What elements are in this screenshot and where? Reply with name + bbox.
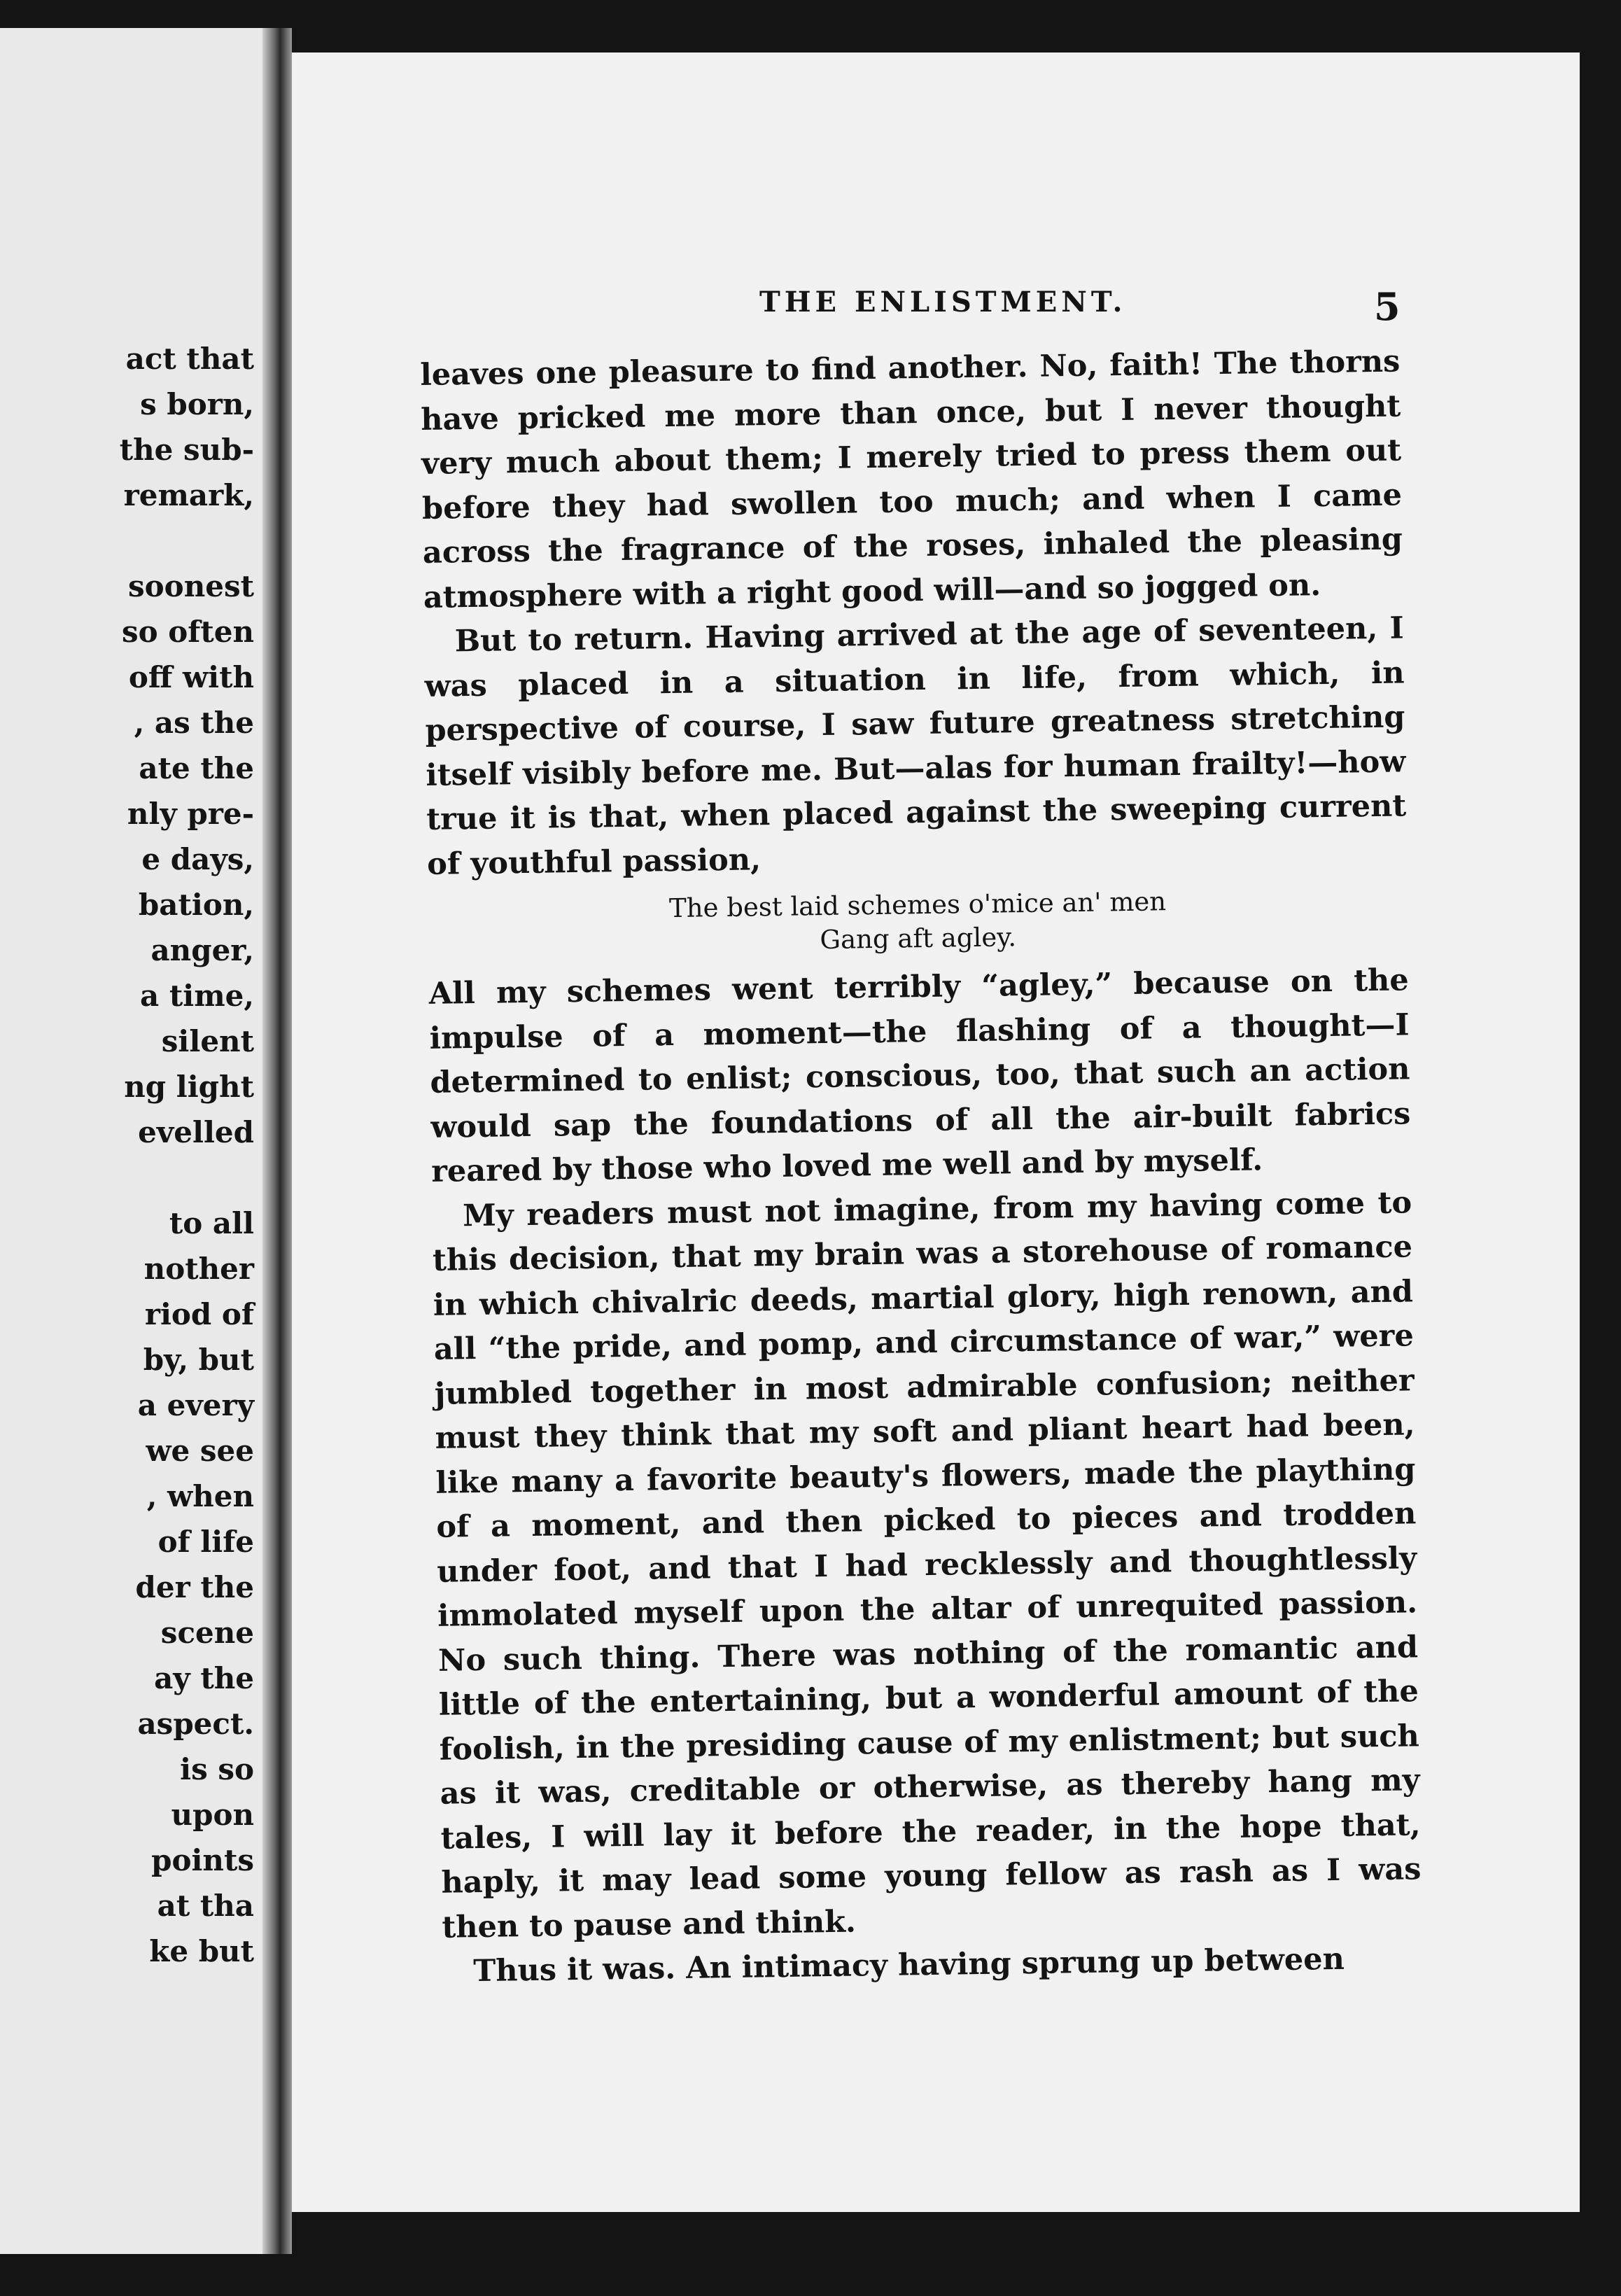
left-page-line: , as the xyxy=(134,706,254,740)
left-page-line: der the xyxy=(135,1570,254,1604)
left-page-line: points xyxy=(151,1843,254,1877)
left-page-line: silent xyxy=(161,1024,254,1058)
left-page-line: upon xyxy=(171,1798,254,1832)
left-page-line: , when xyxy=(146,1479,254,1513)
paragraph: My readers must not imagine, from my having come to this decision, that my brain was a storehouse of romance in which chivalric deeds, martial glory, high renown, and all “the pride, and pomp, and circumstance of war,” were jumbled together in most admirable confusion; neither must they think that my soft and pliant heart had been, like many a favorite beauty's flowers, made the plaything of a moment, and then picked to pieces and trodden under foot, and that I had recklessly and thoughtlessly immolated myself upon the altar of unrequited passion. No such thing. There was nothing of the romantic and little of the entertaining, but a wonderful amount of the foolish, in the presiding cause of my enlistment; but such as it was, creditable or otherwise, as thereby hang my tales, I will lay it before the reader, in the hope that, haply, it may lead some young fellow as rash as I was then to pause and think. xyxy=(432,1184,1422,1945)
verse-line: Gang aft agley. xyxy=(820,922,1017,955)
left-page-line: s born, xyxy=(140,387,254,421)
left-page-line: off with xyxy=(128,660,254,694)
paragraph: But to return. Having arrived at the age of seventeen, I was placed in a situation in life, from which, in perspective of course, I saw future greatness stretching itself visibly before me. But—alas for human frailty!—how true it is that, when placed against the sweeping current of youthful passion, xyxy=(424,610,1407,882)
left-page-line: nother xyxy=(143,1252,254,1286)
left-page-line: act that xyxy=(125,342,254,376)
page-number: 5 xyxy=(1374,284,1401,329)
left-page-line: scene xyxy=(160,1616,254,1650)
left-page xyxy=(0,28,262,2254)
left-page-line: soonest xyxy=(128,569,254,603)
verse-quotation xyxy=(428,881,1408,962)
left-page-line: e days, xyxy=(141,842,254,876)
left-page-line: by, but xyxy=(143,1343,254,1377)
left-page-line: aspect. xyxy=(137,1707,254,1741)
verse-line: The best laid schemes o'mice an' men xyxy=(668,886,1167,924)
left-page-line: nly pre- xyxy=(127,797,254,831)
left-page-line: ay the xyxy=(154,1661,254,1695)
left-page-line: to all xyxy=(169,1206,254,1240)
left-page-line: the sub- xyxy=(119,433,254,467)
left-page-line: ate the xyxy=(139,751,254,785)
left-page-line: so often xyxy=(121,615,254,649)
left-page-line: remark, xyxy=(123,478,254,512)
left-page-text xyxy=(23,336,254,1974)
left-page-line: at tha xyxy=(157,1889,254,1923)
paragraph: Thus it was. An intimacy having sprung up between xyxy=(472,1941,1345,1989)
left-page-line: evelled xyxy=(138,1115,254,1149)
left-page-line: a every xyxy=(137,1388,254,1422)
left-page-line: is so xyxy=(180,1752,254,1786)
book-gutter xyxy=(262,28,292,2254)
running-head: THE ENLISTMENT. xyxy=(759,286,1127,318)
left-page-line: anger, xyxy=(150,933,254,967)
left-page-line xyxy=(23,1155,254,1200)
left-page-line: riod of xyxy=(144,1297,254,1331)
left-page-line: a time, xyxy=(140,979,254,1013)
left-page-line xyxy=(23,518,254,564)
left-page-line: ke but xyxy=(149,1934,254,1968)
left-page-line: bation, xyxy=(138,888,254,922)
left-page-line: we see xyxy=(146,1434,254,1468)
body-text xyxy=(420,340,1423,1994)
left-page-line: ng light xyxy=(124,1070,254,1104)
paragraph: leaves one pleasure to find another. No, faith! The thorns have pricked me more than once, but I never thought very much about them; I merely tried to press them out before they had swollen too much; and when I came across the fragrance of the roses, inhaled the pleasing atmosphere with a right good will—and so jogged on. xyxy=(420,344,1403,615)
paragraph: All my schemes went terribly “agley,” because on the impulse of a moment—the flashing of a thought—I determined to enlist; conscious, too, that such an action would sap the foundations of all the air-built fabrics reared by those who loved me well and by myself. xyxy=(428,962,1411,1189)
left-page-line: of life xyxy=(157,1525,254,1559)
